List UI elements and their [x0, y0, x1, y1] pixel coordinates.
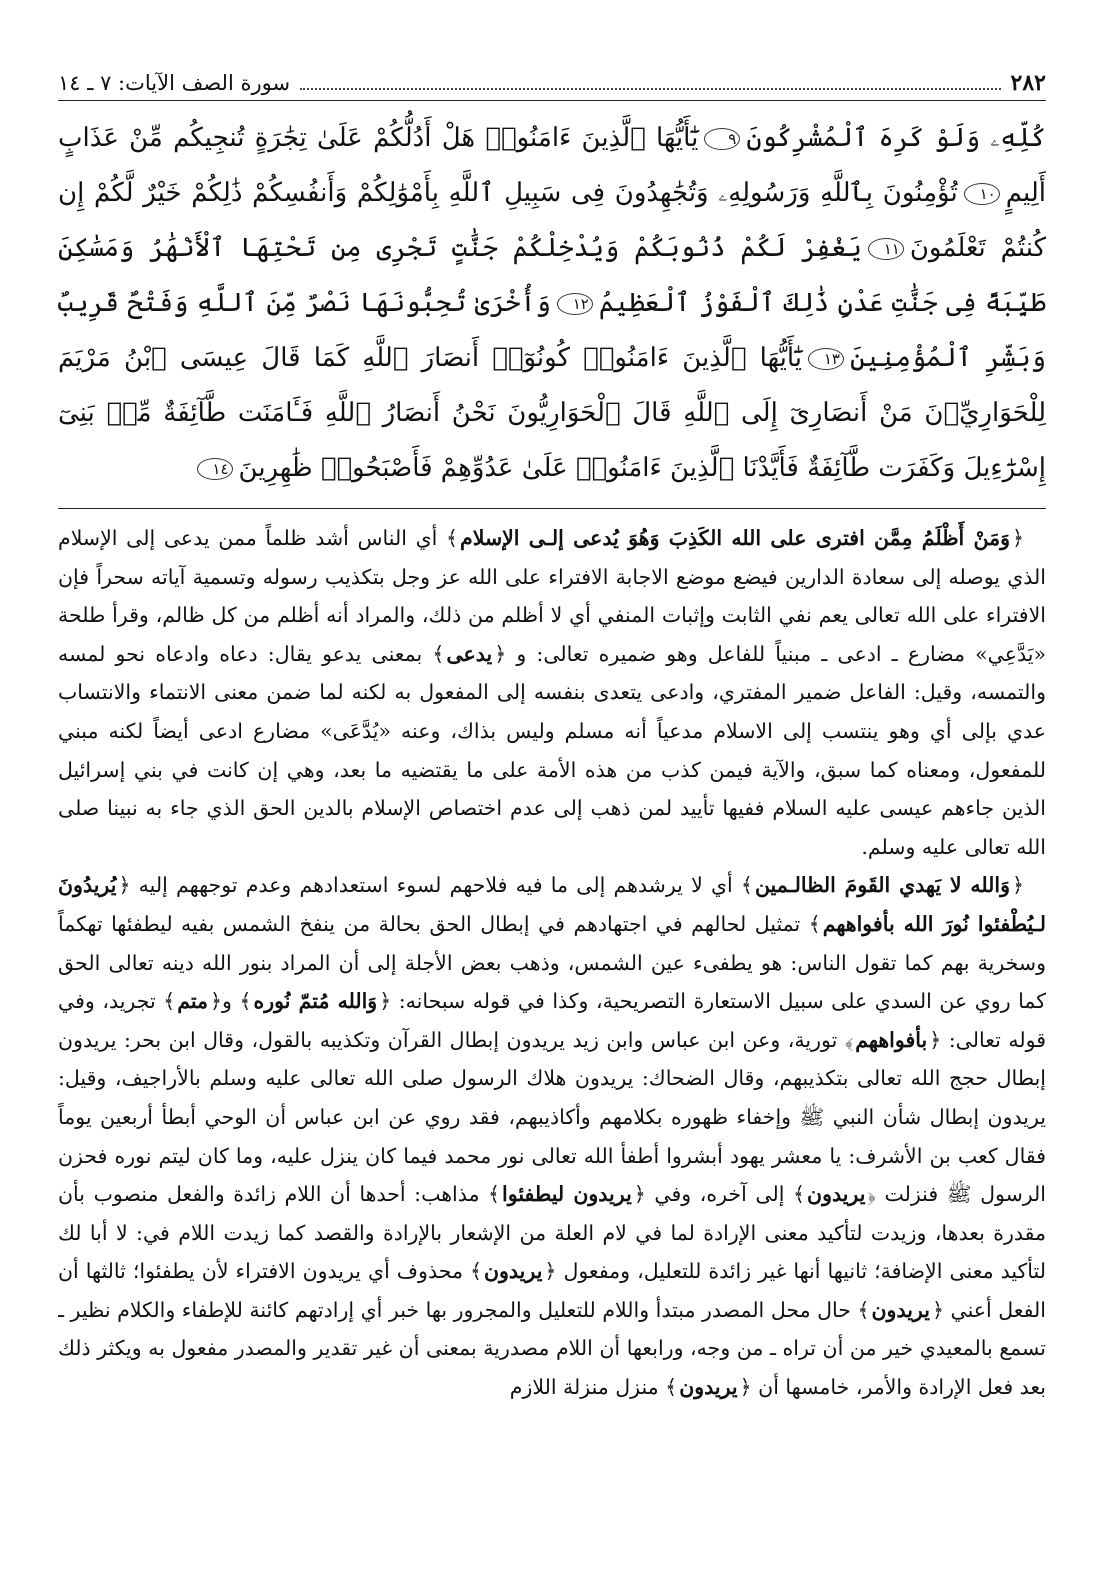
verse-text: كُلِّهِۦ وَلَوْ كَرِهَ ٱلْمُشْرِكُونَ — [746, 123, 1046, 153]
ayah-number-marker: ١١ — [868, 238, 904, 260]
tafsir-commentary — [58, 519, 1046, 1407]
commentary-paragraph — [58, 866, 1046, 1406]
commentary-text: منزل منزلة اللازم — [509, 1375, 666, 1400]
verse-text: وَأُخْرَىٰ تُحِبُّونَهَا نَصْرٌ مِّنَ ٱللَّهِ وَفَتْحٌ قَرِيبٌ وَبَشِّرِ ٱلْمُؤْمِنِينَ — [58, 288, 1046, 373]
header-dotted-leader — [300, 88, 1000, 90]
quoted-verse-phrase: ﴿ بأفواههم ﴾ — [845, 1028, 941, 1052]
ayah-number-marker: ٩ — [704, 128, 740, 150]
quran-verses-block — [58, 111, 1046, 496]
commentary-text: مذاهب: أحدها أن اللام زائدة والفعل منصوب بأن مقدرة بعدها، وزيدت لتأكيد معنى الإرادة لما في لام العلة من الإشعار بالإرادة والقصد كما زيدت اللام في: لا أبا لك لتأكيد معنى الإضافة؛ ثانيها أنها غير زائدة للتعليل، ومفعول — [58, 1182, 1046, 1284]
ayah-number-marker: ١٢ — [557, 293, 593, 315]
commentary-text: بمعنى يدعو يقال: دعاه وادعاه نحو لمسه والتمسه، وقيل: الفاعل ضمير المفتري، وادعى يتعدى بنفسه إلى المفعول به لكنه لما ضمن معنى الانتماء والانتساب عدي بإلى أي وهو ينتسب إلى الاسلام مدعياً أنه مسلم وليس بذاك، وعنه «يُدَّعَى» مضارع ادعى أيضاً لكنه مبني للمفعول، ومعناه كما سبق، والآية فيمن كذب من هذه الأمة على ما يقتضيه ما بعد، وهي إن كانت في بني إسرائيل الذين جاءهم عيسى عليه السلام ففيها تأييد لمن ذهب إلى عدم اختصاص الإسلام بالدين الحق الذي جاء به نبينا صلى الله تعالى عليه وسلم. — [58, 641, 1046, 859]
quoted-verse-phrase: ﴿ يريدون ﴾ — [793, 1182, 876, 1206]
surah-title: سورة الصف الآيات: ٧ ـ ١٤ — [58, 70, 291, 95]
verse-text: تُؤْمِنُونَ بِٱللَّهِ وَرَسُولِهِۦ وَتُجَٰهِدُونَ فِى سَبِيلِ ٱللَّهِ بِأَمْوَٰلِكُمْ وَأَنفُسِكُمْ ذَٰلِكُمْ خَيْرٌ لَّكُمْ إِن كُنتُمْ تَعْلَمُونَ — [58, 178, 1046, 263]
quoted-verse-phrase: ﴿ يريدون ﴾ — [665, 1375, 751, 1399]
commentary-text: محذوف أي يريدون الافتراء لأن يطفئوا؛ ثالثها أن الفعل أعني — [58, 1259, 1046, 1322]
commentary-text: تجريد، وفي قوله تعالى: — [58, 989, 1046, 1052]
ayah-number-marker: ١٠ — [964, 183, 1000, 205]
commentary-text: إلى آخره، وفي — [645, 1182, 793, 1207]
quoted-verse-phrase: ﴿ يريدون ﴾ — [470, 1259, 556, 1283]
commentary-text: حال محل المصدر مبتدأ واللام للتعليل والمجرور بها خبر أي إرادتهم كائنة للإطفاء والكلام نظير ـ تسمع بالمعيدي خير من أن تراه ـ من وجه، ورابعها أن اللام مصدرية بمعنى أن غير تقدير والمصدر مفعول به ويكثر ذلك بعد فعل الإرادة والأمر، خامسها أن — [58, 1297, 1046, 1400]
quoted-verse-phrase: ﴿ وَالله مُتمّ نُوره ﴾ — [240, 989, 392, 1013]
quoted-verse-phrase: ﴿ وَمَنْ أَظْلَمُ مِمَّن افترى على الله الكَذِبَ وَهُوَ يُدعى إلـى الإسلام ﴾ — [446, 526, 1024, 550]
ayah-number-marker: ١٤ — [197, 458, 233, 480]
commentary-paragraph — [58, 519, 1046, 866]
quoted-verse-phrase: ﴿ يريدون ليطفئوا ﴾ — [488, 1182, 646, 1206]
commentary-text: تورية، وعن ابن عباس وابن زيد يريدون إبطال القرآن وتكذيبه بالقول، وقال ابن بحر: يريدون إبطال حجج الله تعالى بتكذيبهم، وقال الضحاك: يريدون هلاك الرسول صلى الله تعالى عليه وسلم بالأراجيف، وقيل: يريدون إبطال شأن النبي ﷺ وإخفاء ظهوره بكلامهم وأكاذيبهم، فقد روي عن ابن عباس أن الوحي أبطأ أربعين يوماً فقال كعب بن الأشرف: يا معشر يهود أبشروا أطفأ الله تعالى نور محمد فيما كان ينزل عليه، وما كان ليتم نوره فحزن الرسول ﷺ فنزلت — [58, 1027, 1046, 1207]
verse-text: يَٰٓأَيُّهَا ٱلَّذِينَ ءَامَنُوا۟ كُونُوٓا۟ أَنصَارَ ٱللَّهِ كَمَا قَالَ عِيسَى ٱبْنُ مَرْيَمَ لِلْحَوَارِيِّۦنَ مَنْ أَنصَارِىٓ إِلَى ٱللَّهِ قَالَ ٱلْحَوَارِيُّونَ نَحْنُ أَنصَارُ ٱللَّهِ فَـَٔامَنَت طَّآئِفَةٌ مِّنۢ بَنِىٓ إِسْرَٰٓءِيلَ وَكَفَرَت طَّآئِفَةٌ فَأَيَّدْنَا ٱلَّذِينَ ءَامَنُوا۟ عَلَىٰ عَدُوِّهِمْ فَأَصْبَحُوا۟ ظَٰهِرِينَ — [58, 343, 1046, 483]
quoted-verse-phrase: ﴿ يُريدُونَ لـيُطْفئوا نُورَ الله بأفواههم ﴾ — [58, 873, 1046, 936]
quoted-verse-phrase: ﴿ وَالله لا يَهدي القَومَ الظالـمين ﴾ — [741, 873, 1024, 897]
running-header — [58, 56, 1046, 101]
quoted-verse-phrase: ﴿ يريدون ﴾ — [857, 1298, 943, 1322]
quoted-verse-phrase: ﴿ يدعى ﴾ — [432, 642, 506, 666]
ayah-number-marker: ١٣ — [808, 348, 844, 370]
section-divider — [58, 508, 1046, 509]
verse-text: يَغْفِرْ لَكُمْ ذُنُوبَكُمْ وَيُدْخِلْكُمْ جَنَّٰتٍ تَجْرِى مِن تَحْتِهَا ٱلْأَنْهَٰرُ وَمَسَٰكِنَ طَيِّبَةً فِى جَنَّٰتِ عَدْنٍ ذَٰلِكَ ٱلْفَوْزُ ٱلْعَظِيمُ — [58, 233, 1046, 318]
commentary-text: تمثيل لحالهم في اجتهادهم في إبطال الحق بحالة من ينفخ الشمس بفيه ليطفئها تهكماً وسخرية بهم كما تقول الناس: هو يطفىء عين الشمس، وذهب بعض الأجلة إلى أن المراد بنور الله دينه تعالى الحق كما روي عن السدي على سبيل الاستعارة التصريحية، وكذا في قوله سبحانه: — [58, 911, 1046, 1014]
commentary-text: و — [222, 989, 240, 1014]
book-page — [58, 56, 1046, 1556]
page-number: ٢٨٢ — [1010, 69, 1046, 96]
quoted-verse-phrase: ﴿ متم ﴾ — [163, 989, 222, 1013]
commentary-text: أي الناس أشد ظلماً ممن يدعى إلى الإسلام الذي يوصله إلى سعادة الدارين فيضع موضع الاجابة الافتراء على الله عز وجل بتكذيب رسوله وتسمية آياته سحراً فإن الافتراء على الله تعالى يعم نفي الثابت وإثبات المنفي أي لا أظلم من ذلك، والمراد أنه أظلم من كل ظالم، وقرأ طلحة «يَدَّعِي» مضارع ـ ادعى ـ مبنياً للفاعل وهو ضميره تعالى: و — [58, 526, 1046, 666]
verse-text: يَٰٓأَيُّهَا ٱلَّذِينَ ءَامَنُوا۟ هَلْ أَدُلُّكُمْ عَلَىٰ تِجَٰرَةٍ تُنجِيكُم مِّنْ عَذَابٍ أَلِيمٍ — [58, 123, 1046, 208]
commentary-text: أي لا يرشدهم إلى ما فيه فلاحهم لسوء استعدادهم وعدم توجههم إليه — [130, 873, 741, 898]
